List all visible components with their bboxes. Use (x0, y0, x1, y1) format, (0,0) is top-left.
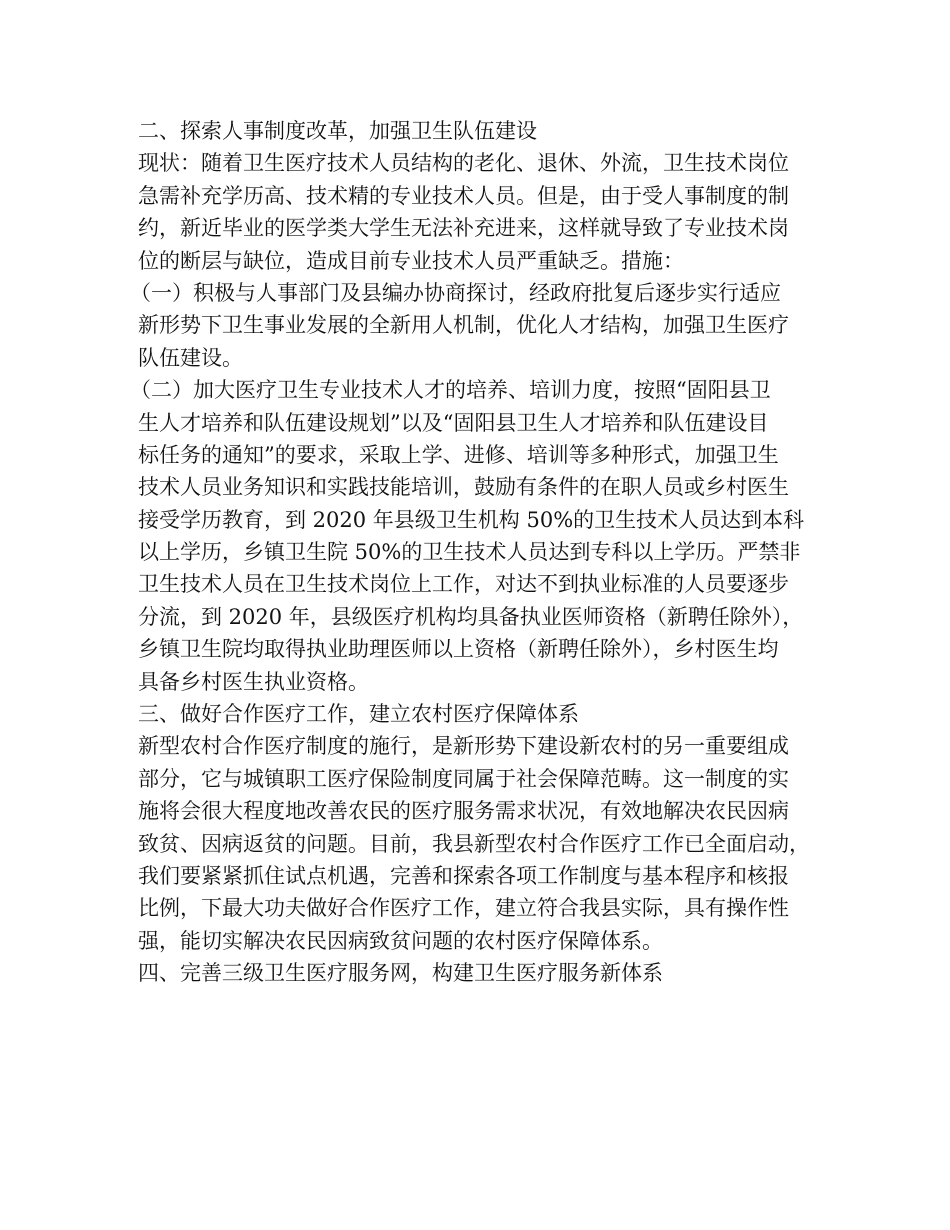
text-line: 生人才培养和队伍建设规划”以及“固阳县卫生人才培养和队伍建设目 (138, 410, 769, 435)
section-heading-2: 二、探索人事制度改革，加强卫生队伍建设 (138, 119, 537, 143)
text-line: 位的断层与缺位，造成目前专业技术人员严重缺乏。措施： (138, 248, 684, 273)
document-body (130, 115, 818, 990)
text-line: 新型农村合作医疗制度的施行，是新形势下建设新农村的另一重要组成 (138, 734, 789, 759)
text-line: 部分，它与城镇职工医疗保险制度同属于社会保障范畴。这一制度的实 (138, 766, 789, 791)
section-heading-3: 三、做好合作医疗工作，建立农村医疗保障体系 (138, 702, 579, 727)
text-line: 队伍建设。 (138, 345, 243, 370)
text-line: 分流，到 2020 年，县级医疗机构均具备执业医师资格（新聘任除外）， (138, 604, 804, 629)
text-line: 具备乡村医生执业资格。 (138, 669, 369, 694)
text-line: 施将会很大程度地改善农民的医疗服务需求状况，有效地解决农民因病 (138, 799, 789, 824)
section-heading-4: 四、完善三级卫生医疗服务网，构建卫生医疗服务新体系 (138, 961, 663, 986)
text-line: 致贫、因病返贫的问题。目前，我县新型农村合作医疗工作已全面启动， (138, 831, 810, 856)
text-line: 约，新近毕业的医学类大学生无法补充进来，这样就导致了专业技术岗 (138, 216, 789, 241)
text-line: 现状：随着卫生医疗技术人员结构的老化、退休、外流，卫生技术岗位 (138, 151, 789, 176)
text-line: 乡镇卫生院均取得执业助理医师以上资格（新聘任除外），乡村医生均 (138, 637, 779, 662)
text-line: （一）积极与人事部门及县编办协商探讨，经政府批复后逐步实行适应 (130, 280, 781, 305)
text-line: 标任务的通知”的要求，采取上学、进修、培训等多种形式，加强卫生 (138, 442, 779, 467)
text-line: 比例，下最大功夫做好合作医疗工作，建立符合我县实际，具有操作性 (138, 896, 789, 921)
text-line: 我们要紧紧抓住试点机遇，完善和探索各项工作制度与基本程序和核报 (138, 863, 789, 888)
text-line: 急需补充学历高、技术精的专业技术人员。但是，由于受人事制度的制 (138, 183, 789, 208)
text-line: 接受学历教育，到 2020 年县级卫生机构 50%的卫生技术人员达到本科 (138, 507, 805, 532)
text-line: 强，能切实解决农民因病致贫问题的农村医疗保障体系。 (138, 928, 663, 953)
text-line: （二）加大医疗卫生专业技术人才的培养、培训力度，按照“固阳县卫 (130, 378, 771, 403)
text-line: 新形势下卫生事业发展的全新用人机制，优化人才结构，加强卫生医疗 (138, 313, 789, 338)
text-line: 技术人员业务知识和实践技能培训，鼓励有条件的在职人员或乡村医生 (138, 475, 789, 500)
text-line: 卫生技术人员在卫生技术岗位上工作，对达不到执业标准的人员要逐步 (138, 572, 789, 597)
text-line: 以上学历，乡镇卫生院 50%的卫生技术人员达到专科以上学历。严禁非 (138, 540, 801, 565)
